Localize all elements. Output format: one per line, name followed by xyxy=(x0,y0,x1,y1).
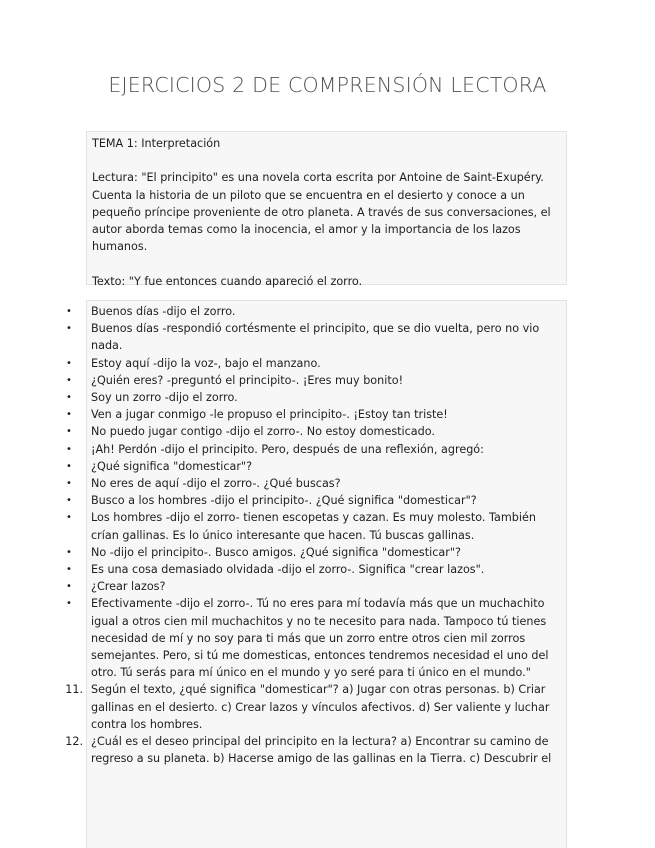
question-text: ¿Cuál es el deseo principal del principito en la lectura? a) Encontrar su camino de regreso a su planeta. b) Hacerse amigo de las gallinas en la Tierra. c) Descubrir el xyxy=(91,735,552,766)
list-item xyxy=(66,578,567,595)
list-item xyxy=(66,303,567,320)
list-item-text: Busco a los hombres -dijo el principito-. ¿Qué significa "domesticar"? xyxy=(91,494,477,508)
list-item-text: ¡Ah! Perdón -dijo el principito. Pero, después de una reflexión, agregó: xyxy=(91,442,484,456)
bullet-marker: • xyxy=(66,564,72,576)
bullet-marker: • xyxy=(66,306,72,317)
question-item xyxy=(65,681,567,733)
list-item-text: Estoy aquí -dijo la voz-, bajo el manzano. xyxy=(91,356,321,370)
bullet-marker: • xyxy=(66,357,72,369)
page-title: EJERCICIOS 2 DE COMPRENSIÓN LECTORA xyxy=(108,73,547,97)
bullet-marker: • xyxy=(66,392,72,404)
list-item xyxy=(66,595,567,681)
list-item xyxy=(66,320,567,354)
list-item xyxy=(66,475,567,492)
bullet-marker: • xyxy=(66,581,72,593)
bullet-marker: • xyxy=(66,443,72,455)
bullet-marker: • xyxy=(66,374,72,386)
list-item-text: Es una cosa demasiado olvidada -dijo el zorro-. Significa "crear lazos". xyxy=(91,563,485,577)
bullet-marker: • xyxy=(66,478,72,490)
list-item xyxy=(66,406,567,423)
bullet-marker: • xyxy=(66,495,72,507)
list-item-text: No eres de aquí -dijo el zorro-. ¿Qué buscas? xyxy=(91,477,341,491)
list-item-text: Ven a jugar conmigo -le propuso el principito-. ¡Estoy tan triste! xyxy=(91,408,448,422)
list-item xyxy=(66,544,567,561)
list-item xyxy=(66,423,567,440)
bullet-marker: • xyxy=(66,323,72,335)
list-item-text: No -dijo el principito-. Busco amigos. ¿Qué significa "domesticar"? xyxy=(91,545,461,559)
intro-box xyxy=(86,131,567,288)
question-number: 12. xyxy=(65,735,83,749)
list-item-text: ¿Quién eres? -preguntó el principito-. ¡Eres muy bonito! xyxy=(91,373,404,387)
list-item-text: Buenos días -dijo el zorro. xyxy=(91,305,236,318)
bullet-marker: • xyxy=(66,409,72,421)
dialogue-list xyxy=(65,303,567,767)
question-item xyxy=(65,733,567,767)
list-item xyxy=(66,509,567,543)
list-item-text: ¿Crear lazos? xyxy=(91,580,166,594)
bullet-marker: • xyxy=(66,546,72,558)
bullet-marker: • xyxy=(66,460,72,472)
list-item xyxy=(66,355,567,372)
topic-heading: TEMA 1: Interpretación xyxy=(92,137,221,150)
list-item-text: Los hombres -dijo el zorro- tienen escopetas y cazan. Es muy molesto. También crían gallinas. Es lo único interesante que hacen. Tú buscas gallinas. xyxy=(91,511,536,542)
list-item-text: Efectivamente -dijo el zorro-. Tú no eres para mí todavía más que un muchachito igual a otros cien mil muchachitos y no te necesito para nada. Tampoco tú tienes necesidad de mí y no soy para ti más que un zorro entre otros cien mil zorros semejantes. Pero, si tú me domesticas, entonces tendremos necesidad el uno del otro. Tú serás para mí único en el mundo y yo seré para ti único en el mundo." xyxy=(91,597,549,680)
bullet-marker: • xyxy=(66,598,72,610)
list-item-text: Soy un zorro -dijo el zorro. xyxy=(91,391,238,405)
bullet-marker: • xyxy=(66,426,72,438)
text-intro: Texto: "Y fue entonces cuando apareció el zorro. xyxy=(92,274,363,288)
list-item xyxy=(66,561,567,578)
question-text: Según el texto, ¿qué significa "domesticar"? a) Jugar con otras personas. b) Criar gallinas en el desierto. c) Crear lazos y vínculos afectivos. d) Ser valiente y luchar contra los hombres. xyxy=(91,683,550,731)
list-item xyxy=(66,492,567,509)
reading-summary: Lectura: "El principito" es una novela corta escrita por Antoine de Saint-Exupéry. Cuenta la historia de un piloto que se encuentra en el desierto y conoce a un pequeño príncipe proveniente de otro planeta. A través de sus conversaciones, el autor aborda temas como la inocencia, el amor y la importancia de los lazos humanos. xyxy=(92,171,551,254)
list-item xyxy=(66,458,567,475)
list-item-text: ¿Qué significa "domesticar"? xyxy=(91,459,253,473)
list-item xyxy=(66,441,567,458)
list-item-text: Buenos días -respondió cortésmente el principito, que se dio vuelta, pero no vio nada. xyxy=(91,322,540,353)
list-item-text: No puedo jugar contigo -dijo el zorro-. No estoy domesticado. xyxy=(91,425,435,439)
bullet-marker: • xyxy=(66,512,72,524)
list-item xyxy=(66,372,567,389)
list-item xyxy=(66,389,567,406)
question-number: 11. xyxy=(65,683,83,697)
